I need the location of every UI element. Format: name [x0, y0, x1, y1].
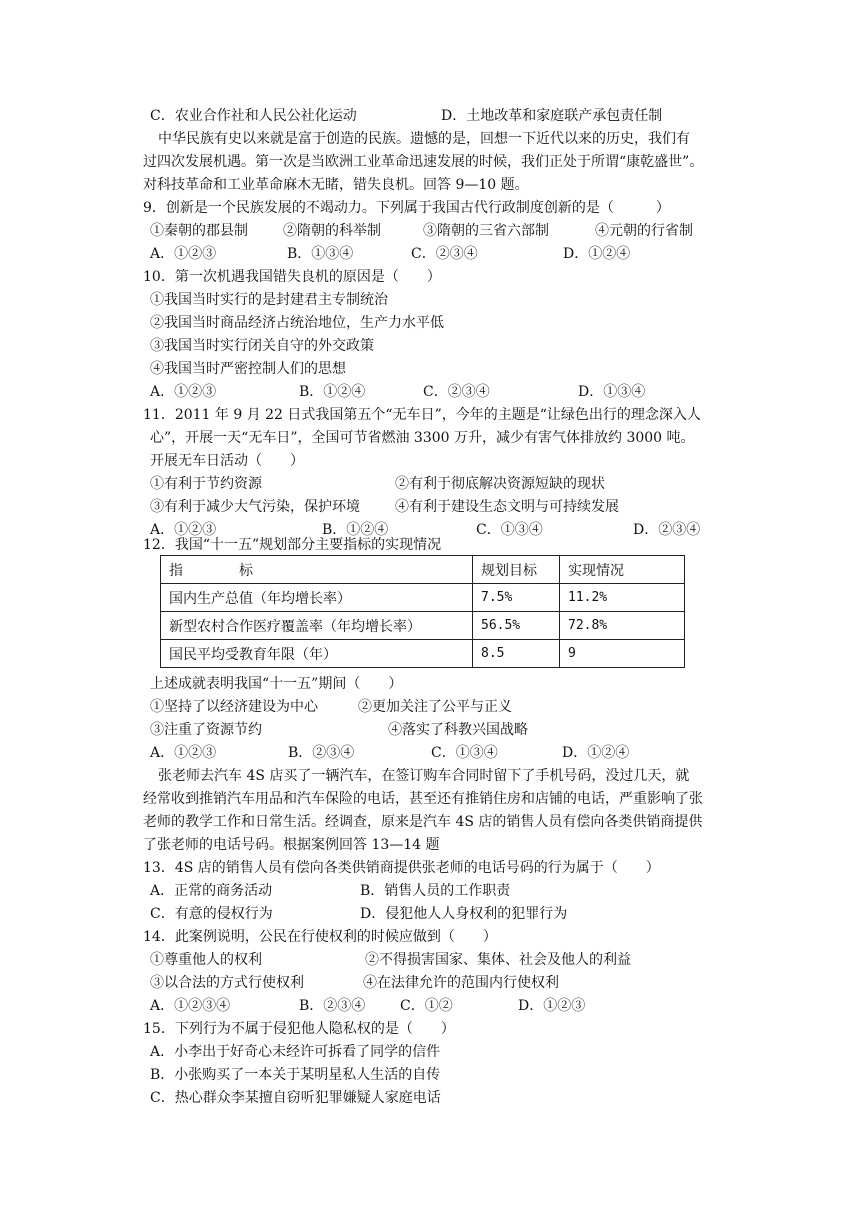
answer-option[interactable]: D．①③④ [578, 384, 646, 400]
q11-stem-line: 开展无车日活动（ ） [150, 453, 304, 469]
statement-item: ①秦朝的郡县制 [150, 223, 248, 239]
table-header-cell: 规划目标 [473, 556, 560, 584]
answer-option[interactable]: B．销售人员的工作职责 [360, 883, 511, 899]
q12-question: 上述成就表明我国“十一五”期间（ ） [150, 676, 403, 692]
statement-item: ③隋朝的三省六部制 [423, 223, 549, 239]
answer-option[interactable]: C．①② [400, 998, 453, 1014]
answer-option[interactable]: A．①②③ [150, 246, 217, 262]
statement-item: ②更加关注了公平与正义 [358, 699, 512, 715]
answer-option[interactable]: D．②③④ [633, 522, 701, 538]
q11-stem-line: 心”，开展一天“无车日”，全国可节省燃油 3300 万升，减少有害气体排放约 3000 吨。 [150, 430, 695, 446]
answer-option[interactable]: D．①②③ [518, 998, 586, 1014]
statement-item: ①我国当时实行的是封建君主专制统治 [150, 292, 388, 308]
passage-line: 对科技革命和工业革命麻木无睹，错失良机。回答 9—10 题。 [143, 177, 529, 193]
statement-item: ④落实了科教兴国战略 [388, 722, 528, 738]
table-cell: 新型农村合作医疗覆盖率（年均增长率） [161, 612, 473, 640]
passage-line: 经常收到推销汽车用品和汽车保险的电话，甚至还有推销住房和店铺的电话，严重影响了张 [143, 791, 703, 807]
answer-option[interactable]: C．热心群众李某擅自窃听犯罪嫌疑人家庭电话 [150, 1090, 441, 1106]
passage-line: 张老师去汽车 4S 店买了一辆汽车，在签订购车合同时留下了手机号码，没过几天，就 [158, 768, 690, 784]
answer-option[interactable]: C．②③④ [423, 384, 490, 400]
table-cell: 72.8% [560, 612, 685, 640]
q10-stem: 10．第一次机遇我国错失良机的原因是（ ） [143, 269, 441, 285]
table-row [161, 612, 685, 640]
statement-item: ④在法律允许的范围内行使权利 [363, 975, 559, 991]
statement-item: ①有利于节约资源 [150, 476, 262, 492]
passage-line: 了张老师的电话号码。根据案例回答 13—14 题 [143, 837, 440, 853]
table-cell: 国民平均受教育年限（年） [161, 640, 473, 668]
answer-option[interactable]: A．①②③ [150, 522, 217, 538]
q12-stem: 12．我国“十一五”规划部分主要指标的实现情况 [143, 537, 442, 553]
answer-option[interactable]: C．②③④ [411, 246, 478, 262]
statement-item: ④有利于建设生态文明与可持续发展 [395, 499, 619, 515]
option-d: D．土地改革和家庭联产承包责任制 [441, 108, 663, 124]
answer-option[interactable]: D．侵犯他人人身权利的犯罪行为 [360, 906, 568, 922]
passage-line: 过四次发展机遇。第一次是当欧洲工业革命迅速发展的时候，我们正处于所谓“康乾盛世”。 [143, 154, 704, 170]
table-cell: 11.2% [560, 584, 685, 612]
answer-option[interactable]: A．小李出于好奇心未经许可拆看了同学的信件 [150, 1044, 441, 1060]
table-header-cell: 实现情况 [560, 556, 685, 584]
indicator-table [160, 555, 685, 668]
answer-option[interactable]: C．有意的侵权行为 [150, 906, 273, 922]
table-row [161, 640, 685, 668]
statement-item: ②隋朝的科举制 [283, 223, 381, 239]
q13-stem: 13．4S 店的销售人员有偿向各类供销商提供张老师的电话号码的行为属于（ ） [143, 860, 660, 876]
table-header-text: 指 [169, 562, 183, 579]
q11-stem-line: 11．2011 年 9 月 22 日式我国第五个“无车日”，今年的主题是“让绿色出行的理念深入人 [143, 407, 701, 423]
statement-item: ③有利于减少大气污染，保护环境 [150, 499, 360, 515]
table-header-row [161, 556, 685, 584]
answer-option[interactable]: D．①②④ [562, 745, 630, 761]
passage-line: 中华民族有史以来就是富于创造的民族。遗憾的是，回想一下近代以来的历史，我们有 [158, 131, 690, 147]
statement-item: ②有利于彻底解决资源短缺的现状 [395, 476, 605, 492]
answer-option[interactable]: B．②③④ [299, 998, 366, 1014]
answer-option[interactable]: B．②③④ [288, 745, 355, 761]
q9-stem: 9．创新是一个民族发展的不竭动力。下列属于我国古代行政制度创新的是（ ） [143, 200, 670, 216]
table-cell: 8.5 [473, 640, 560, 668]
answer-option[interactable]: C．①③④ [476, 522, 543, 538]
statement-item: ③以合法的方式行使权利 [150, 975, 304, 991]
answer-option[interactable]: A．①②③ [150, 384, 217, 400]
statement-item: ③注重了资源节约 [150, 722, 262, 738]
answer-option[interactable]: B．①②④ [322, 522, 389, 538]
answer-option[interactable]: C．①③④ [431, 745, 498, 761]
passage-line: 老师的教学工作和日常生活。经调查，原来是汽车 4S 店的销售人员有偿向各类供销商提供 [143, 814, 703, 830]
statement-item: ③我国当时实行闭关自守的外交政策 [150, 338, 374, 354]
statement-item: ④元朝的行省制 [595, 223, 693, 239]
statement-item: ②我国当时商品经济占统治地位，生产力水平低 [150, 315, 444, 331]
table-cell: 国内生产总值（年均增长率） [161, 584, 473, 612]
answer-option[interactable]: B．①③④ [287, 246, 354, 262]
table-cell: 7.5% [473, 584, 560, 612]
statement-item: ②不得损害国家、集体、社会及他人的利益 [365, 952, 631, 968]
table-header-cell [161, 556, 473, 584]
statement-item: ①坚持了以经济建设为中心 [150, 699, 318, 715]
q14-stem: 14．此案例说明，公民在行使权利的时候应做到（ ） [143, 929, 497, 945]
table-cell: 56.5% [473, 612, 560, 640]
option-c: C．农业合作社和人民公社化运动 [150, 108, 357, 124]
answer-option[interactable]: A．正常的商务活动 [150, 883, 273, 899]
answer-option[interactable]: A．①②③④ [150, 998, 231, 1014]
table-header-text: 标 [239, 562, 253, 579]
statement-item: ①尊重他人的权利 [150, 952, 262, 968]
answer-option[interactable]: B．小张购买了一本关于某明星私人生活的自传 [150, 1067, 441, 1083]
answer-option[interactable]: D．①②④ [563, 246, 631, 262]
table-cell: 9 [560, 640, 685, 668]
answer-option[interactable]: B．①②④ [299, 384, 366, 400]
statement-item: ④我国当时严密控制人们的思想 [150, 361, 346, 377]
table-row [161, 584, 685, 612]
q15-stem: 15．下列行为不属于侵犯他人隐私权的是（ ） [143, 1021, 455, 1037]
answer-option[interactable]: A．①②③ [150, 745, 217, 761]
